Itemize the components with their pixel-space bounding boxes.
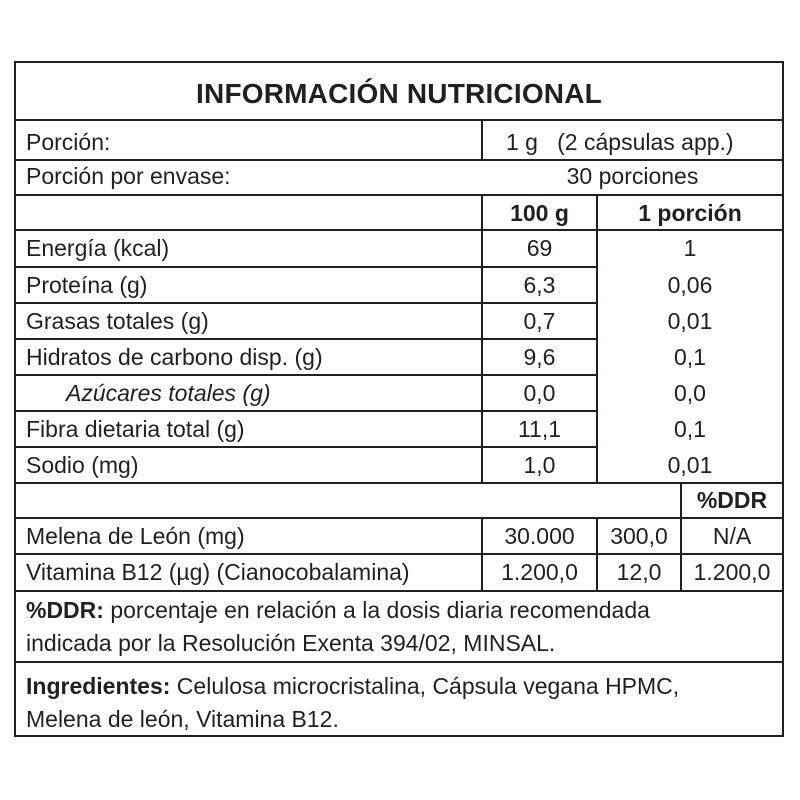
active-name: Melena de León (mg) bbox=[26, 523, 245, 549]
divider bbox=[16, 194, 782, 196]
divider bbox=[16, 517, 782, 519]
nutrient-name: Energía (kcal) bbox=[26, 235, 170, 261]
nutrient-value-portion: 0,06 bbox=[667, 272, 713, 298]
row-divider bbox=[16, 410, 598, 412]
column-divider bbox=[481, 517, 483, 592]
nutrient-value-portion: 0,0 bbox=[674, 380, 706, 406]
row-divider bbox=[16, 374, 598, 376]
nutrient-value-portion: 1 bbox=[683, 235, 697, 261]
ingredients-line2: Melena de león, Vitamina B12. bbox=[26, 706, 339, 732]
row-divider bbox=[16, 302, 598, 304]
nutrient-value-100g: 9,6 bbox=[523, 344, 556, 370]
ddr-note-line2: indicada por la Resolución Exenta 394/02, MINSAL. bbox=[26, 630, 556, 656]
ingredients-text: Celulosa microcristalina, Cápsula vegana HPMC, bbox=[170, 673, 680, 699]
ingredients-label: Ingredientes: bbox=[26, 673, 171, 699]
nutrient-value-100g: 11,1 bbox=[517, 416, 562, 442]
active-name: Vitamina B12 (µg) (Cianocobalamina) bbox=[26, 559, 410, 585]
row-divider bbox=[16, 553, 782, 555]
active-value-portion: 300,0 bbox=[610, 523, 668, 549]
column-divider bbox=[680, 482, 682, 518]
nutrient-name-sub: Azúcares totales (g) bbox=[66, 380, 271, 406]
nutrient-value-100g: 6,3 bbox=[523, 272, 556, 298]
servings-per-container-value: 30 porciones bbox=[566, 163, 699, 189]
nutrient-value-100g: 0,0 bbox=[523, 380, 556, 406]
divider bbox=[16, 229, 782, 231]
nutrient-value-portion: 0,1 bbox=[674, 344, 706, 370]
nutrition-facts-panel bbox=[14, 61, 784, 737]
divider bbox=[16, 661, 782, 663]
column-header-100g: 100 g bbox=[510, 200, 569, 226]
divider bbox=[16, 119, 782, 121]
active-value-ddr: 1.200,0 bbox=[693, 559, 771, 585]
ddr-note-text: porcentaje en relación a la dosis diaria recomendada bbox=[103, 597, 650, 623]
nutrient-name: Grasas totales (g) bbox=[26, 308, 209, 334]
nutrient-name: Fibra dietaria total (g) bbox=[26, 416, 245, 442]
divider bbox=[16, 590, 782, 592]
nutrient-name: Hidratos de carbono disp. (g) bbox=[26, 344, 323, 370]
column-divider bbox=[680, 517, 682, 592]
column-divider bbox=[596, 194, 598, 484]
panel-title: INFORMACIÓN NUTRICIONAL bbox=[196, 78, 602, 109]
active-value-ddr: N/A bbox=[712, 523, 752, 549]
nutrient-name: Proteína (g) bbox=[26, 272, 148, 298]
ddr-header: %DDR bbox=[696, 487, 768, 513]
nutrient-name: Sodio (mg) bbox=[26, 452, 139, 478]
nutrient-value-portion: 0,01 bbox=[667, 452, 713, 478]
active-value-portion: 12,0 bbox=[616, 559, 662, 585]
servings-per-container-label: Porción por envase: bbox=[26, 163, 231, 189]
row-divider bbox=[16, 266, 598, 268]
ddr-note-line1 bbox=[26, 596, 650, 624]
nutrient-value-100g: 1,0 bbox=[523, 452, 556, 478]
column-divider bbox=[596, 517, 598, 592]
active-value-100g: 30.000 bbox=[504, 523, 575, 549]
ddr-note-label: %DDR: bbox=[26, 597, 104, 623]
divider bbox=[16, 159, 782, 161]
nutrient-value-portion: 0,01 bbox=[667, 308, 713, 334]
row-divider bbox=[16, 446, 598, 448]
row-divider bbox=[16, 338, 598, 340]
column-header-portion: 1 porción bbox=[638, 200, 742, 226]
nutrient-value-100g: 69 bbox=[526, 235, 553, 261]
nutrient-value-portion: 0,1 bbox=[674, 416, 706, 442]
divider bbox=[16, 482, 782, 484]
ingredients-line1 bbox=[26, 672, 679, 700]
column-divider bbox=[481, 119, 483, 161]
serving-label: Porción: bbox=[26, 129, 111, 155]
active-value-100g: 1.200,0 bbox=[501, 559, 578, 585]
nutrient-value-100g: 0,7 bbox=[523, 308, 556, 334]
column-divider bbox=[481, 194, 483, 484]
serving-value: 1 g (2 cápsulas app.) bbox=[506, 129, 734, 155]
